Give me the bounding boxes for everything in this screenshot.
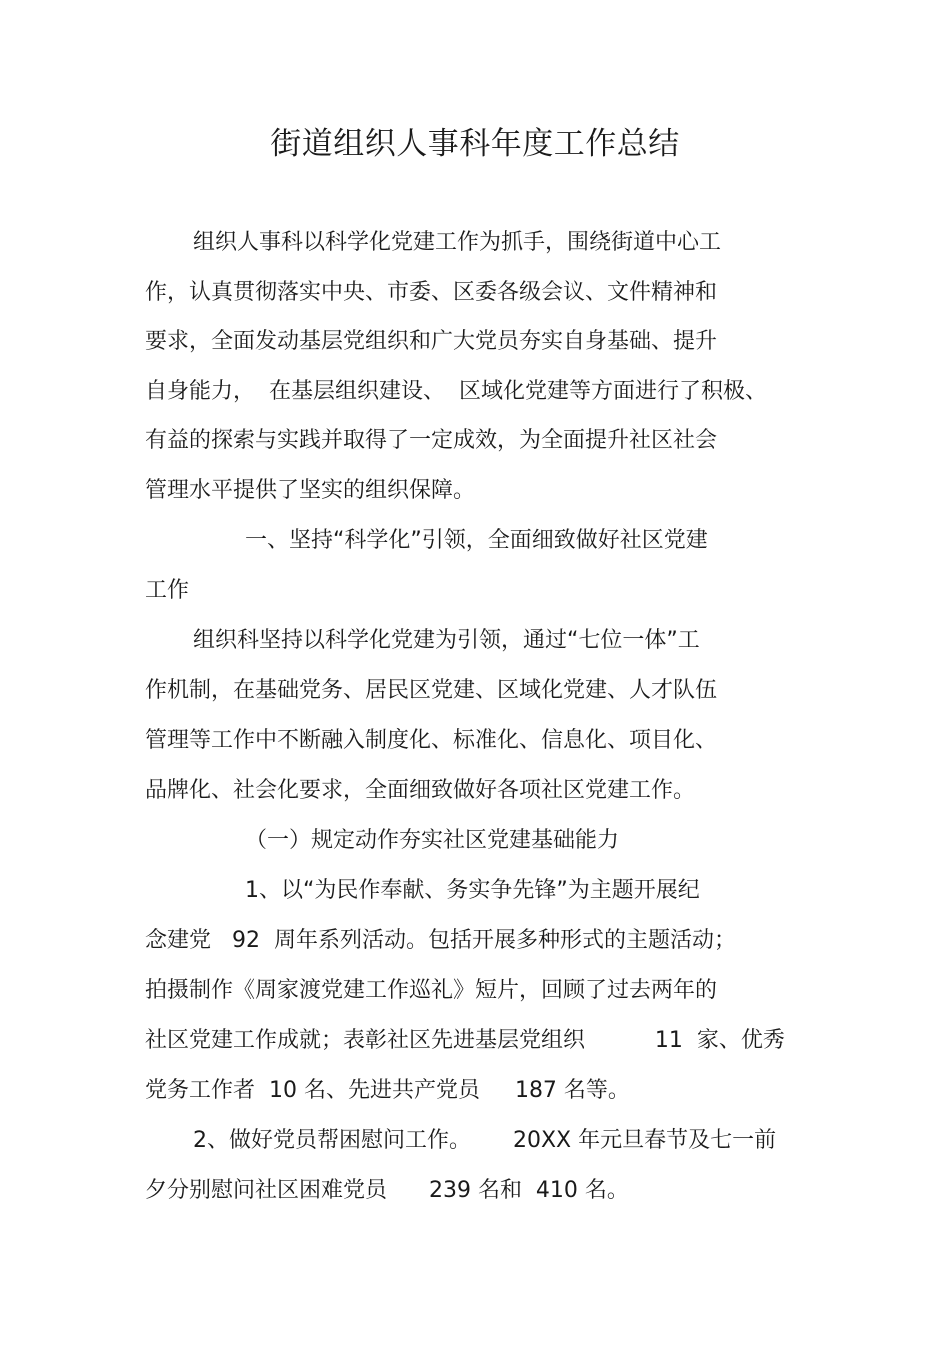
paragraph-line: 有益的探索与实践并取得了一定成效，为全面提升社区社会 xyxy=(145,428,718,453)
section-heading-line: 一、坚持“科学化”引领，全面细致做好社区党建 xyxy=(245,528,708,553)
paragraph-line: 拍摄制作《周家渡党建工作巡礼》短片，回顾了过去两年的 xyxy=(145,978,718,1003)
paragraph-line: 管理水平提供了坚实的组织保障。 xyxy=(145,478,476,503)
paragraph-line: 要求，全面发动基层党组织和广大党员夯实自身基础、提升 xyxy=(145,329,718,354)
paragraph-line: 夕分别慰问社区困难党员 239 名和 410 名。 xyxy=(145,1178,629,1203)
paragraph-line: 组织人事科以科学化党建工作为抓手，围绕街道中心工 xyxy=(193,230,722,255)
paragraph-line: 组织科坚持以科学化党建为引领，通过“七位一体”工 xyxy=(193,628,700,653)
subsection-heading-line: （一）规定动作夯实社区党建基础能力 xyxy=(245,828,620,853)
paragraph-line: 作机制，在基础党务、居民区党建、区域化党建、人才队伍 xyxy=(145,678,718,703)
document-title: 街道组织人事科年度工作总结 xyxy=(270,126,680,162)
paragraph-line: 1、以“为民作奉献、务实争先锋”为主题开展纪 xyxy=(245,878,700,903)
paragraph-line: 社区党建工作成就；表彰社区先进基层党组织 11 家、优秀 xyxy=(145,1028,785,1053)
paragraph-line: 作，认真贯彻落实中央、市委、区委各级会议、文件精神和 xyxy=(145,280,718,305)
paragraph-line: 自身能力， 在基层组织建设、 区域化党建等方面进行了积极、 xyxy=(145,379,767,404)
paragraph-line: 管理等工作中不断融入制度化、标准化、信息化、项目化、 xyxy=(145,728,718,753)
paragraph-line: 党务工作者 10 名、先进共产党员 187 名等。 xyxy=(145,1078,630,1103)
paragraph-line: 品牌化、社会化要求，全面细致做好各项社区党建工作。 xyxy=(145,778,696,803)
section-heading-line: 工作 xyxy=(145,578,190,603)
paragraph-line: 念建党 92 周年系列活动。包括开展多种形式的主题活动； xyxy=(145,928,736,953)
paragraph-line: 2、做好党员帮困慰问工作。 20XX 年元旦春节及七一前 xyxy=(193,1128,777,1153)
